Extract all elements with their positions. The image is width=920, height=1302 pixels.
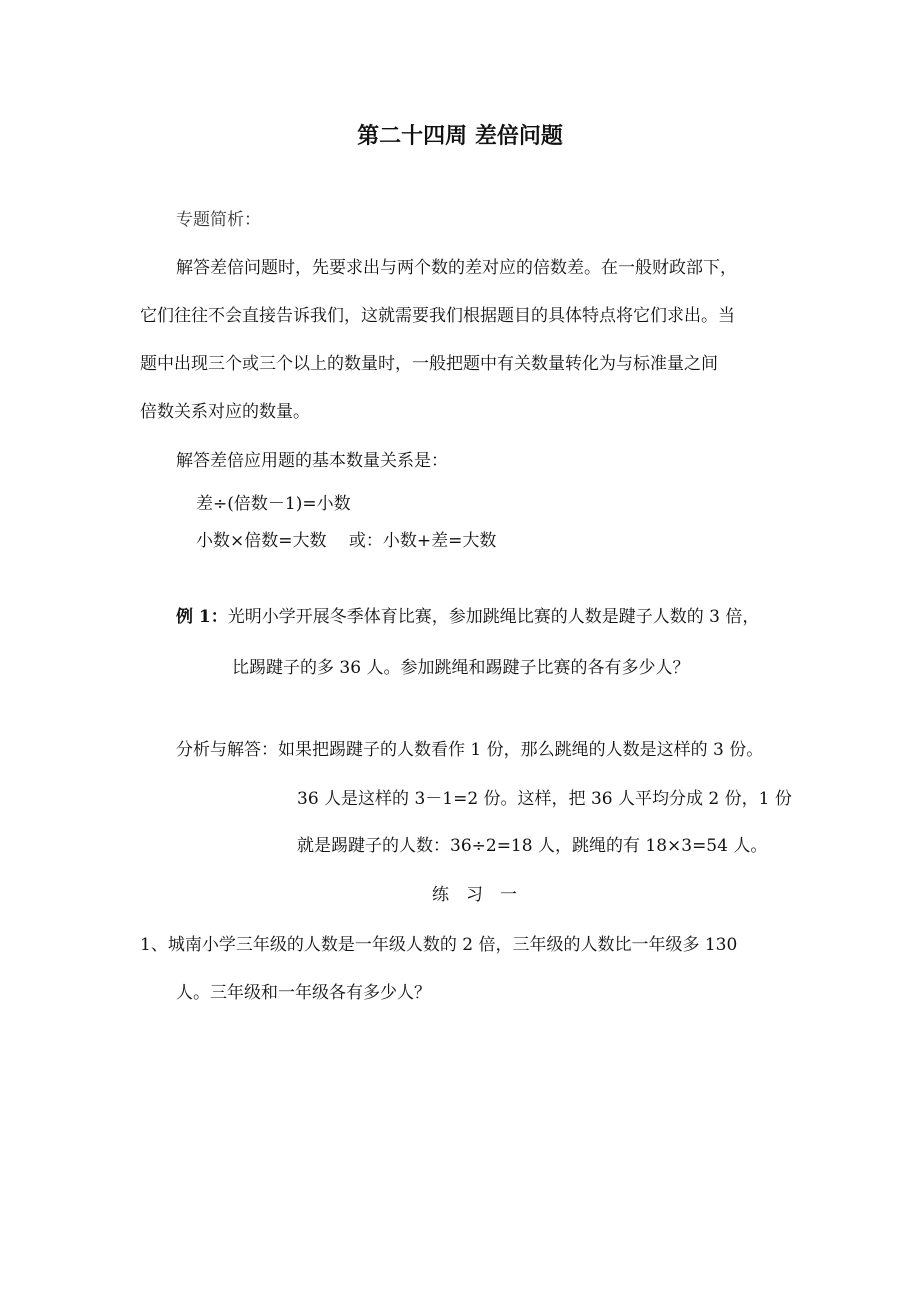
intro-label: 专题简析： bbox=[176, 210, 261, 230]
intro-paragraph-line-3: 题中出现三个或三个以上的数量时，一般把题中有关数量转化为与标准量之间 bbox=[140, 354, 718, 374]
analysis-label: 分析与解答： bbox=[176, 740, 278, 760]
exercise-1-line-1: 1、城南小学三年级的人数是一年级人数的 2 倍，三年级的人数比一年级多 130 bbox=[140, 935, 738, 955]
example-1-label: 例 1： bbox=[176, 607, 228, 627]
formula-1: 差÷(倍数－1)=小数 bbox=[196, 494, 351, 514]
intro-paragraph-line-2: 它们往往不会直接告诉我们，这就需要我们根据题目的具体特点将它们求出。当 bbox=[140, 306, 735, 326]
page-title: 第二十四周 差倍问题 bbox=[357, 123, 563, 149]
formula-2: 小数×倍数=大数 或：小数+差=大数 bbox=[196, 531, 497, 551]
analysis-text-1: 如果把踢踺子的人数看作 1 份，那么跳绳的人数是这样的 3 份。 bbox=[278, 740, 764, 760]
example-1-text: 光明小学开展冬季体育比赛，参加跳绳比赛的人数是踺子人数的 3 倍， bbox=[227, 607, 760, 627]
relations-intro: 解答差倍应用题的基本数量关系是： bbox=[176, 451, 448, 471]
example-1-line-1 bbox=[176, 606, 759, 628]
intro-paragraph-line-4: 倍数关系对应的数量。 bbox=[140, 402, 310, 422]
intro-paragraph-line-1: 解答差倍问题时，先要求出与两个数的差对应的倍数差。在一般财政部下， bbox=[176, 258, 737, 278]
exercise-1-line-2: 人。三年级和一年级各有多少人？ bbox=[176, 983, 431, 1003]
exercise-heading: 练 习 一 bbox=[432, 885, 517, 905]
analysis-line-2: 36 人是这样的 3－1=2 份。这样，把 36 人平均分成 2 份，1 份 bbox=[297, 789, 792, 809]
analysis-line-1 bbox=[176, 739, 763, 761]
example-1-line-2: 比踢踺子的多 36 人。参加跳绳和踢踺子比赛的各有多少人？ bbox=[232, 658, 690, 678]
analysis-line-3: 就是踢踺子的人数：36÷2=18 人，跳绳的有 18×3=54 人。 bbox=[297, 836, 768, 856]
